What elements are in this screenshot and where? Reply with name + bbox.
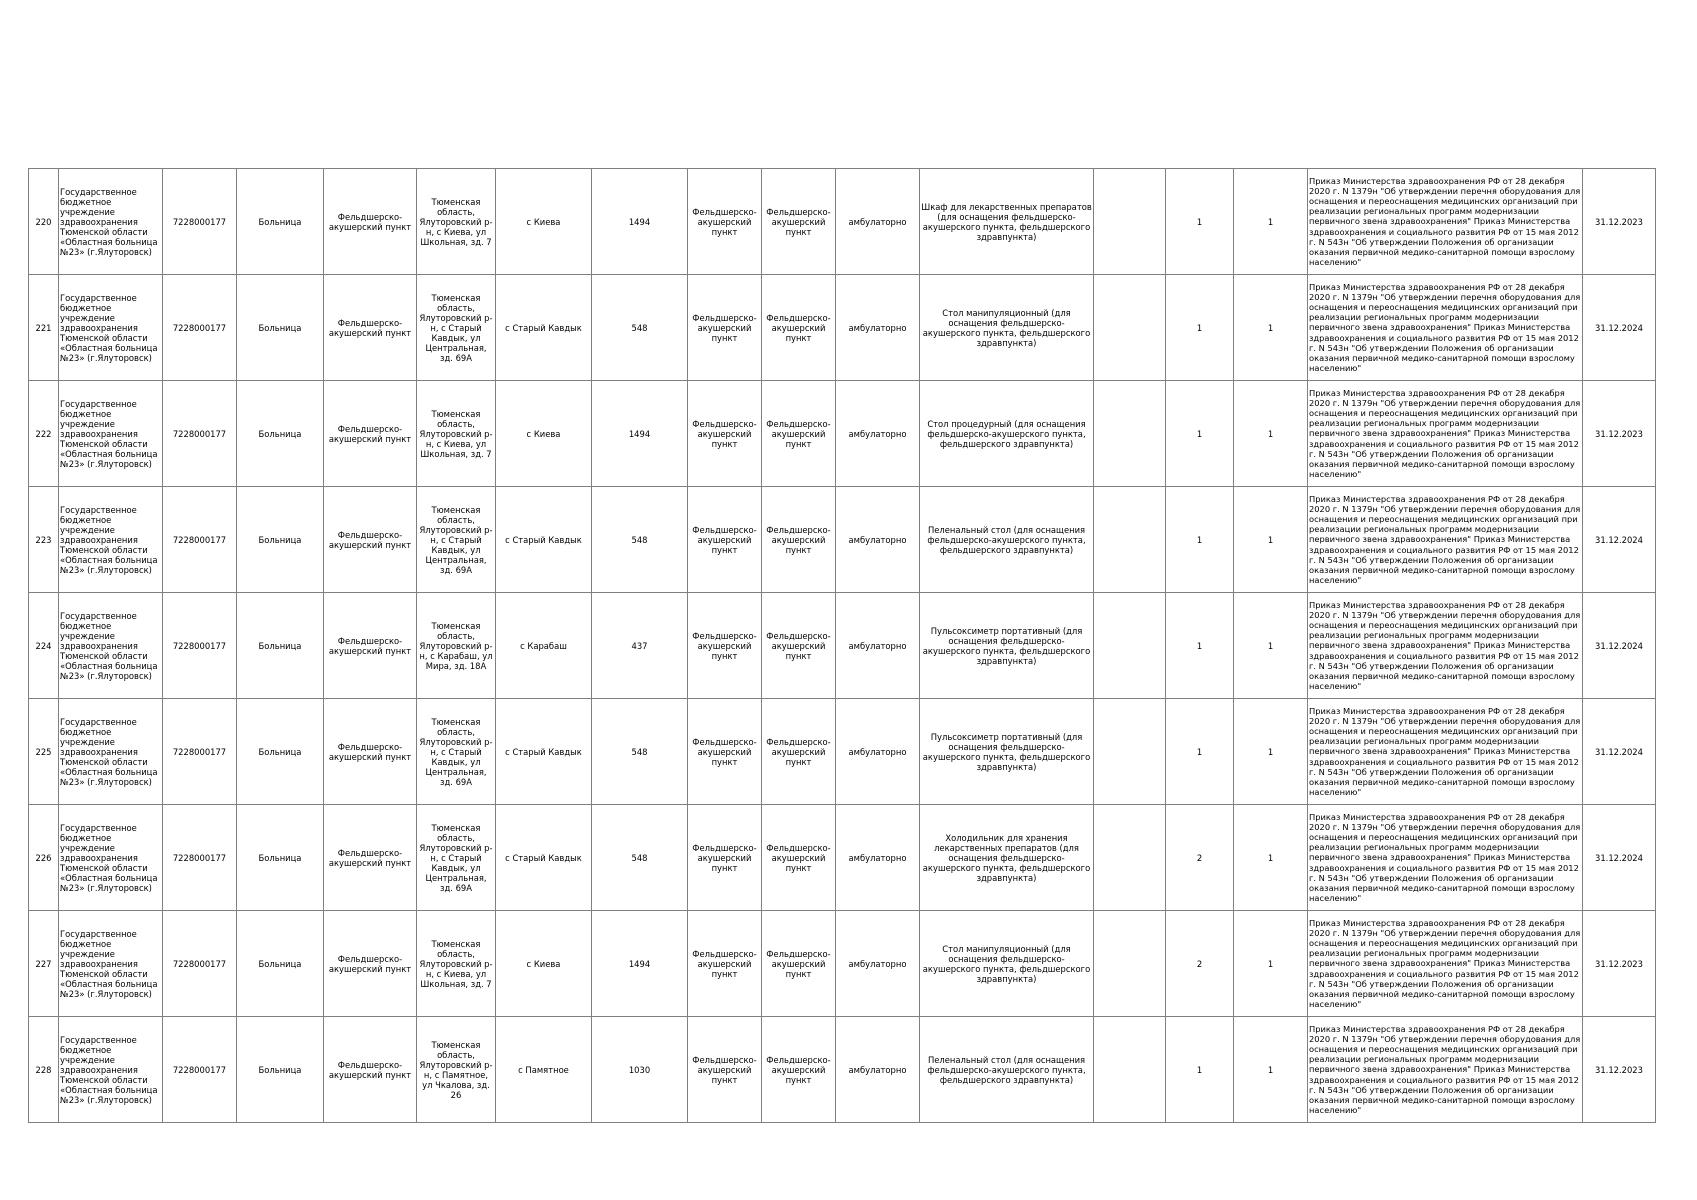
- row-number: 228: [29, 1017, 59, 1123]
- deadline-date: 31.12.2024: [1583, 593, 1656, 699]
- row-number: 222: [29, 381, 59, 487]
- organization-type: Больница: [237, 699, 324, 805]
- equipment-name: Стол манипуляционный (для оснащения фельдшерско-акушерского пункта, фельдшерского здравпункта): [920, 911, 1094, 1017]
- legal-basis: Приказ Министерства здравоохранения РФ от 28 декабря 2020 г. N 1379н "Об утверждении перечня оборудования для оснащения и переоснащения медицинских организаций при реализации региональных программ модернизации первичного звена здравоохранения" Приказ Министерства здравоохранения и социального развития РФ от 15 мая 2012 г. N 543н "Об утверждении Положения об организации оказания первичной медико-санитарной помощи взрослому населению": [1308, 593, 1583, 699]
- empty-cell: [1094, 1017, 1166, 1123]
- empty-cell: [1094, 699, 1166, 805]
- empty-cell: [1094, 381, 1166, 487]
- unit-type: Фельдшерско-акушерский пункт: [688, 381, 762, 487]
- organization-name: Государственное бюджетное учреждение здравоохранения Тюменской области «Областная больница №23» (г.Ялуторовск): [59, 1017, 163, 1123]
- equipment-name: Пеленальный стол (для оснащения фельдшерско-акушерского пункта, фельдшерского здравпункта): [920, 1017, 1094, 1123]
- unit-subtype: Фельдшерско-акушерский пункт: [762, 487, 836, 593]
- care-form: амбулаторно: [836, 487, 920, 593]
- table-row: [29, 381, 1656, 487]
- equipment-name: Пульсоксиметр портативный (для оснащения фельдшерско-акушерского пункта, фельдшерского здравпункта): [920, 699, 1094, 805]
- organization-type: Больница: [237, 593, 324, 699]
- deadline-date: 31.12.2023: [1583, 1017, 1656, 1123]
- quantity-planned: 1: [1234, 1017, 1308, 1123]
- inn: 7228000177: [163, 381, 237, 487]
- locality: с Старый Кавдык: [496, 275, 592, 381]
- population: 548: [592, 487, 688, 593]
- population: 1030: [592, 1017, 688, 1123]
- inn: 7228000177: [163, 699, 237, 805]
- address: Тюменская область, Ялуторовский р-н, с Киева, ул Школьная, зд. 7: [417, 381, 496, 487]
- organization-type: Больница: [237, 275, 324, 381]
- locality: с Старый Кавдык: [496, 699, 592, 805]
- organization-type: Больница: [237, 381, 324, 487]
- inn: 7228000177: [163, 593, 237, 699]
- inn: 7228000177: [163, 805, 237, 911]
- row-number: 226: [29, 805, 59, 911]
- legal-basis: Приказ Министерства здравоохранения РФ от 28 декабря 2020 г. N 1379н "Об утверждении перечня оборудования для оснащения и переоснащения медицинских организаций при реализации региональных программ модернизации первичного звена здравоохранения" Приказ Министерства здравоохранения и социального развития РФ от 15 мая 2012 г. N 543н "Об утверждении Положения об организации оказания первичной медико-санитарной помощи взрослому населению": [1308, 911, 1583, 1017]
- unit-type: Фельдшерско-акушерский пункт: [688, 805, 762, 911]
- unit-type: Фельдшерско-акушерский пункт: [688, 593, 762, 699]
- care-form: амбулаторно: [836, 805, 920, 911]
- unit-subtype: Фельдшерско-акушерский пункт: [762, 169, 836, 275]
- equipment-name: Холодильник для хранения лекарственных препаратов (для оснащения фельдшерско-акушерского пункта, фельдшерского здравпункта): [920, 805, 1094, 911]
- locality: с Киева: [496, 381, 592, 487]
- table-row: [29, 699, 1656, 805]
- unit-name: Фельдшерско-акушерский пункт: [324, 805, 417, 911]
- inn: 7228000177: [163, 1017, 237, 1123]
- organization-type: Больница: [237, 487, 324, 593]
- unit-name: Фельдшерско-акушерский пункт: [324, 169, 417, 275]
- organization-name: Государственное бюджетное учреждение здравоохранения Тюменской области «Областная больница №23» (г.Ялуторовск): [59, 487, 163, 593]
- address: Тюменская область, Ялуторовский р-н, с Памятное, ул Чкалова, зд. 26: [417, 1017, 496, 1123]
- quantity-planned: 1: [1234, 699, 1308, 805]
- address: Тюменская область, Ялуторовский р-н, с Киева, ул Школьная, зд. 7: [417, 169, 496, 275]
- table-row: [29, 1017, 1656, 1123]
- organization-type: Больница: [237, 805, 324, 911]
- population: 1494: [592, 911, 688, 1017]
- deadline-date: 31.12.2024: [1583, 805, 1656, 911]
- care-form: амбулаторно: [836, 381, 920, 487]
- unit-name: Фельдшерско-акушерский пункт: [324, 1017, 417, 1123]
- equipment-name: Стол процедурный (для оснащения фельдшерско-акушерского пункта, фельдшерского здравпункта): [920, 381, 1094, 487]
- organization-name: Государственное бюджетное учреждение здравоохранения Тюменской области «Областная больница №23» (г.Ялуторовск): [59, 275, 163, 381]
- empty-cell: [1094, 169, 1166, 275]
- deadline-date: 31.12.2023: [1583, 169, 1656, 275]
- address: Тюменская область, Ялуторовский р-н, с Карабаш, ул Мира, зд. 18А: [417, 593, 496, 699]
- locality: с Старый Кавдык: [496, 805, 592, 911]
- unit-subtype: Фельдшерско-акушерский пункт: [762, 911, 836, 1017]
- deadline-date: 31.12.2024: [1583, 699, 1656, 805]
- care-form: амбулаторно: [836, 275, 920, 381]
- unit-type: Фельдшерско-акушерский пункт: [688, 1017, 762, 1123]
- organization-name: Государственное бюджетное учреждение здравоохранения Тюменской области «Областная больница №23» (г.Ялуторовск): [59, 169, 163, 275]
- quantity-planned: 1: [1234, 487, 1308, 593]
- unit-name: Фельдшерско-акушерский пункт: [324, 593, 417, 699]
- quantity-needed: 1: [1166, 699, 1234, 805]
- quantity-planned: 1: [1234, 275, 1308, 381]
- unit-type: Фельдшерско-акушерский пункт: [688, 699, 762, 805]
- organization-name: Государственное бюджетное учреждение здравоохранения Тюменской области «Областная больница №23» (г.Ялуторовск): [59, 593, 163, 699]
- unit-name: Фельдшерско-акушерский пункт: [324, 381, 417, 487]
- address: Тюменская область, Ялуторовский р-н, с Старый Кавдык, ул Центральная, зд. 69А: [417, 275, 496, 381]
- unit-subtype: Фельдшерско-акушерский пункт: [762, 381, 836, 487]
- quantity-needed: 1: [1166, 1017, 1234, 1123]
- inn: 7228000177: [163, 911, 237, 1017]
- row-number: 223: [29, 487, 59, 593]
- address: Тюменская область, Ялуторовский р-н, с Старый Кавдык, ул Центральная, зд. 69А: [417, 699, 496, 805]
- unit-name: Фельдшерско-акушерский пункт: [324, 275, 417, 381]
- legal-basis: Приказ Министерства здравоохранения РФ от 28 декабря 2020 г. N 1379н "Об утверждении перечня оборудования для оснащения и переоснащения медицинских организаций при реализации региональных программ модернизации первичного звена здравоохранения" Приказ Министерства здравоохранения и социального развития РФ от 15 мая 2012 г. N 543н "Об утверждении Положения об организации оказания первичной медико-санитарной помощи взрослому населению": [1308, 1017, 1583, 1123]
- equipment-table: [28, 168, 1656, 1123]
- unit-subtype: Фельдшерско-акушерский пункт: [762, 1017, 836, 1123]
- inn: 7228000177: [163, 169, 237, 275]
- quantity-needed: 1: [1166, 593, 1234, 699]
- table-row: [29, 805, 1656, 911]
- row-number: 224: [29, 593, 59, 699]
- care-form: амбулаторно: [836, 699, 920, 805]
- organization-name: Государственное бюджетное учреждение здравоохранения Тюменской области «Областная больница №23» (г.Ялуторовск): [59, 699, 163, 805]
- quantity-needed: 1: [1166, 487, 1234, 593]
- organization-name: Государственное бюджетное учреждение здравоохранения Тюменской области «Областная больница №23» (г.Ялуторовск): [59, 381, 163, 487]
- table-row: [29, 169, 1656, 275]
- equipment-name: Пеленальный стол (для оснащения фельдшерско-акушерского пункта, фельдшерского здравпункта): [920, 487, 1094, 593]
- unit-subtype: Фельдшерско-акушерский пункт: [762, 593, 836, 699]
- inn: 7228000177: [163, 275, 237, 381]
- address: Тюменская область, Ялуторовский р-н, с Киева, ул Школьная, зд. 7: [417, 911, 496, 1017]
- deadline-date: 31.12.2024: [1583, 487, 1656, 593]
- quantity-needed: 2: [1166, 805, 1234, 911]
- unit-subtype: Фельдшерско-акушерский пункт: [762, 275, 836, 381]
- locality: с Карабаш: [496, 593, 592, 699]
- quantity-needed: 1: [1166, 275, 1234, 381]
- organization-type: Больница: [237, 911, 324, 1017]
- quantity-planned: 1: [1234, 805, 1308, 911]
- row-number: 220: [29, 169, 59, 275]
- population: 548: [592, 699, 688, 805]
- quantity-needed: 2: [1166, 911, 1234, 1017]
- quantity-planned: 1: [1234, 169, 1308, 275]
- locality: с Памятное: [496, 1017, 592, 1123]
- table-row: [29, 487, 1656, 593]
- address: Тюменская область, Ялуторовский р-н, с Старый Кавдык, ул Центральная, зд. 69А: [417, 805, 496, 911]
- table-row: [29, 911, 1656, 1017]
- unit-type: Фельдшерско-акушерский пункт: [688, 487, 762, 593]
- unit-name: Фельдшерско-акушерский пункт: [324, 487, 417, 593]
- population: 548: [592, 275, 688, 381]
- row-number: 227: [29, 911, 59, 1017]
- table-row: [29, 593, 1656, 699]
- population: 1494: [592, 169, 688, 275]
- quantity-needed: 1: [1166, 381, 1234, 487]
- organization-type: Больница: [237, 1017, 324, 1123]
- locality: с Киева: [496, 169, 592, 275]
- deadline-date: 31.12.2023: [1583, 381, 1656, 487]
- deadline-date: 31.12.2023: [1583, 911, 1656, 1017]
- quantity-planned: 1: [1234, 381, 1308, 487]
- equipment-name: Стол манипуляционный (для оснащения фельдшерско-акушерского пункта, фельдшерского здравпункта): [920, 275, 1094, 381]
- care-form: амбулаторно: [836, 911, 920, 1017]
- population: 548: [592, 805, 688, 911]
- equipment-name: Пульсоксиметр портативный (для оснащения фельдшерско-акушерского пункта, фельдшерского здравпункта): [920, 593, 1094, 699]
- table-row: [29, 275, 1656, 381]
- organization-name: Государственное бюджетное учреждение здравоохранения Тюменской области «Областная больница №23» (г.Ялуторовск): [59, 911, 163, 1017]
- legal-basis: Приказ Министерства здравоохранения РФ от 28 декабря 2020 г. N 1379н "Об утверждении перечня оборудования для оснащения и переоснащения медицинских организаций при реализации региональных программ модернизации первичного звена здравоохранения" Приказ Министерства здравоохранения и социального развития РФ от 15 мая 2012 г. N 543н "Об утверждении Положения об организации оказания первичной медико-санитарной помощи взрослому населению": [1308, 381, 1583, 487]
- legal-basis: Приказ Министерства здравоохранения РФ от 28 декабря 2020 г. N 1379н "Об утверждении перечня оборудования для оснащения и переоснащения медицинских организаций при реализации региональных программ модернизации первичного звена здравоохранения" Приказ Министерства здравоохранения и социального развития РФ от 15 мая 2012 г. N 543н "Об утверждении Положения об организации оказания первичной медико-санитарной помощи взрослому населению": [1308, 487, 1583, 593]
- care-form: амбулаторно: [836, 169, 920, 275]
- inn: 7228000177: [163, 487, 237, 593]
- quantity-planned: 1: [1234, 593, 1308, 699]
- organization-type: Больница: [237, 169, 324, 275]
- legal-basis: Приказ Министерства здравоохранения РФ от 28 декабря 2020 г. N 1379н "Об утверждении перечня оборудования для оснащения и переоснащения медицинских организаций при реализации региональных программ модернизации первичного звена здравоохранения" Приказ Министерства здравоохранения и социального развития РФ от 15 мая 2012 г. N 543н "Об утверждении Положения об организации оказания первичной медико-санитарной помощи взрослому населению": [1308, 275, 1583, 381]
- equipment-name: Шкаф для лекарственных препаратов (для оснащения фельдшерско-акушерского пункта, фельдшерского здравпункта): [920, 169, 1094, 275]
- organization-name: Государственное бюджетное учреждение здравоохранения Тюменской области «Областная больница №23» (г.Ялуторовск): [59, 805, 163, 911]
- population: 1494: [592, 381, 688, 487]
- locality: с Старый Кавдык: [496, 487, 592, 593]
- legal-basis: Приказ Министерства здравоохранения РФ от 28 декабря 2020 г. N 1379н "Об утверждении перечня оборудования для оснащения и переоснащения медицинских организаций при реализации региональных программ модернизации первичного звена здравоохранения" Приказ Министерства здравоохранения и социального развития РФ от 15 мая 2012 г. N 543н "Об утверждении Положения об организации оказания первичной медико-санитарной помощи взрослому населению": [1308, 169, 1583, 275]
- legal-basis: Приказ Министерства здравоохранения РФ от 28 декабря 2020 г. N 1379н "Об утверждении перечня оборудования для оснащения и переоснащения медицинских организаций при реализации региональных программ модернизации первичного звена здравоохранения" Приказ Министерства здравоохранения и социального развития РФ от 15 мая 2012 г. N 543н "Об утверждении Положения об организации оказания первичной медико-санитарной помощи взрослому населению": [1308, 699, 1583, 805]
- quantity-planned: 1: [1234, 911, 1308, 1017]
- unit-subtype: Фельдшерско-акушерский пункт: [762, 805, 836, 911]
- empty-cell: [1094, 805, 1166, 911]
- unit-subtype: Фельдшерско-акушерский пункт: [762, 699, 836, 805]
- row-number: 221: [29, 275, 59, 381]
- locality: с Киева: [496, 911, 592, 1017]
- row-number: 225: [29, 699, 59, 805]
- care-form: амбулаторно: [836, 593, 920, 699]
- quantity-needed: 1: [1166, 169, 1234, 275]
- address: Тюменская область, Ялуторовский р-н, с Старый Кавдык, ул Центральная, зд. 69А: [417, 487, 496, 593]
- unit-type: Фельдшерско-акушерский пункт: [688, 275, 762, 381]
- empty-cell: [1094, 487, 1166, 593]
- legal-basis: Приказ Министерства здравоохранения РФ от 28 декабря 2020 г. N 1379н "Об утверждении перечня оборудования для оснащения и переоснащения медицинских организаций при реализации региональных программ модернизации первичного звена здравоохранения" Приказ Министерства здравоохранения и социального развития РФ от 15 мая 2012 г. N 543н "Об утверждении Положения об организации оказания первичной медико-санитарной помощи взрослому населению": [1308, 805, 1583, 911]
- unit-type: Фельдшерско-акушерский пункт: [688, 169, 762, 275]
- empty-cell: [1094, 275, 1166, 381]
- unit-name: Фельдшерско-акушерский пункт: [324, 699, 417, 805]
- empty-cell: [1094, 911, 1166, 1017]
- population: 437: [592, 593, 688, 699]
- deadline-date: 31.12.2024: [1583, 275, 1656, 381]
- empty-cell: [1094, 593, 1166, 699]
- care-form: амбулаторно: [836, 1017, 920, 1123]
- unit-name: Фельдшерско-акушерский пункт: [324, 911, 417, 1017]
- unit-type: Фельдшерско-акушерский пункт: [688, 911, 762, 1017]
